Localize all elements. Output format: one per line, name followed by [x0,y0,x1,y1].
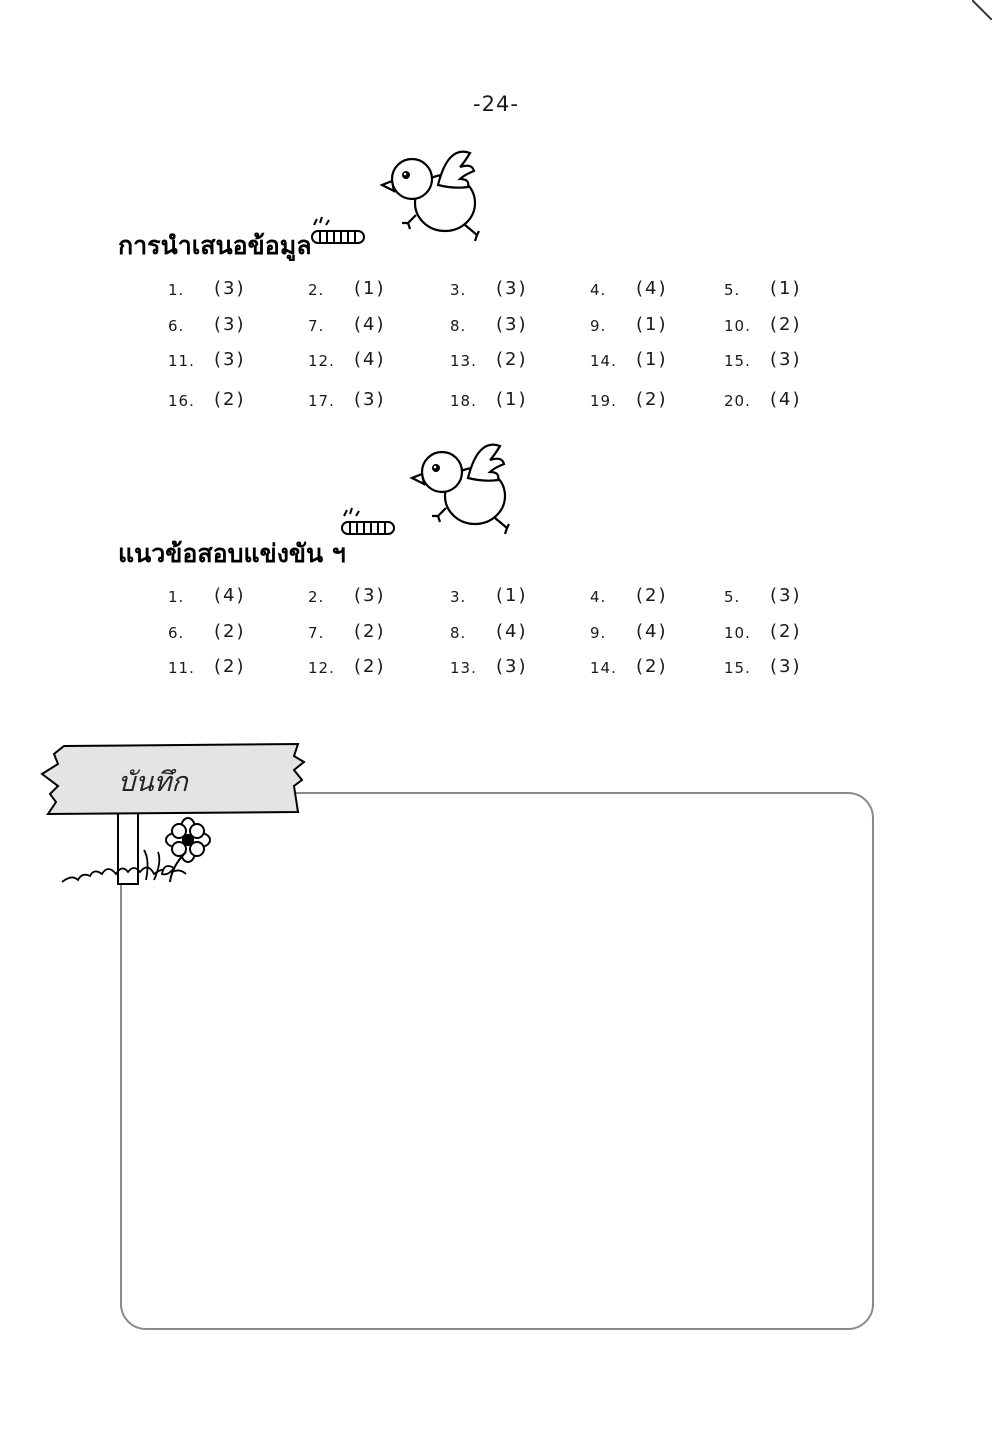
answer-choice: (3) [770,349,802,370]
answer-choice: (2) [770,314,802,335]
question-number: 4. [590,588,607,606]
question-number: 20. [724,392,751,410]
question-number: 7. [308,317,325,335]
answer-choice: (3) [496,314,528,335]
answer-choice: (1) [496,389,528,410]
question-number: 16. [168,392,195,410]
answer-choice: (4) [636,621,668,642]
question-number: 5. [724,281,741,299]
answer-choice: (3) [214,349,246,370]
answer-choice: (4) [354,314,386,335]
answer-choice: (4) [214,585,246,606]
answer-choice: (2) [354,621,386,642]
question-number: 13. [450,352,477,370]
answer-choice: (3) [496,656,528,677]
answer-choice: (2) [214,389,246,410]
question-number: 17. [308,392,335,410]
notes-label: บันทึก [118,767,188,798]
question-number: 6. [168,317,185,335]
answer-choice: (2) [214,621,246,642]
page-number: -24- [473,92,519,116]
bird-with-worm-icon [300,145,500,259]
question-number: 10. [724,317,751,335]
question-number: 8. [450,317,467,335]
question-number: 14. [590,659,617,677]
answer-choice: (2) [214,656,246,677]
question-number: 18. [450,392,477,410]
question-number: 19. [590,392,617,410]
question-number: 4. [590,281,607,299]
answer-choice: (3) [770,585,802,606]
answer-choice: (1) [636,314,668,335]
corner-mark [972,0,992,24]
answer-choice: (2) [770,621,802,642]
question-number: 11. [168,352,195,370]
question-number: 1. [168,588,185,606]
question-number: 15. [724,352,751,370]
question-number: 14. [590,352,617,370]
answer-choice: (2) [636,389,668,410]
section-title-data-presentation: การนำเสนอข้อมูล [118,231,312,260]
answer-choice: (3) [354,389,386,410]
answer-choice: (3) [770,656,802,677]
answer-choice: (3) [354,585,386,606]
question-number: 13. [450,659,477,677]
answer-choice: (1) [496,585,528,606]
answer-choice: (4) [770,389,802,410]
question-number: 12. [308,352,335,370]
question-number: 10. [724,624,751,642]
answer-choice: (1) [770,278,802,299]
question-number: 3. [450,281,467,299]
bird-with-worm-icon [330,438,530,552]
answer-choice: (2) [354,656,386,677]
flower-icon [162,818,210,882]
answer-choice: (4) [496,621,528,642]
answer-choice: (3) [496,278,528,299]
answer-choice: (4) [636,278,668,299]
question-number: 8. [450,624,467,642]
question-number: 1. [168,281,185,299]
answer-choice: (3) [214,314,246,335]
question-number: 6. [168,624,185,642]
question-number: 2. [308,588,325,606]
answer-choice: (2) [636,656,668,677]
question-number: 5. [724,588,741,606]
answer-choice: (3) [214,278,246,299]
answer-choice: (1) [636,349,668,370]
question-number: 11. [168,659,195,677]
answer-choice: (2) [636,585,668,606]
answer-choice: (2) [496,349,528,370]
answer-choice: (1) [354,278,386,299]
section-title-competition-exam: แนวข้อสอบแข่งขัน ฯ [118,539,346,568]
question-number: 3. [450,588,467,606]
question-number: 2. [308,281,325,299]
question-number: 9. [590,624,607,642]
question-number: 15. [724,659,751,677]
question-number: 7. [308,624,325,642]
answer-choice: (4) [354,349,386,370]
question-number: 12. [308,659,335,677]
question-number: 9. [590,317,607,335]
